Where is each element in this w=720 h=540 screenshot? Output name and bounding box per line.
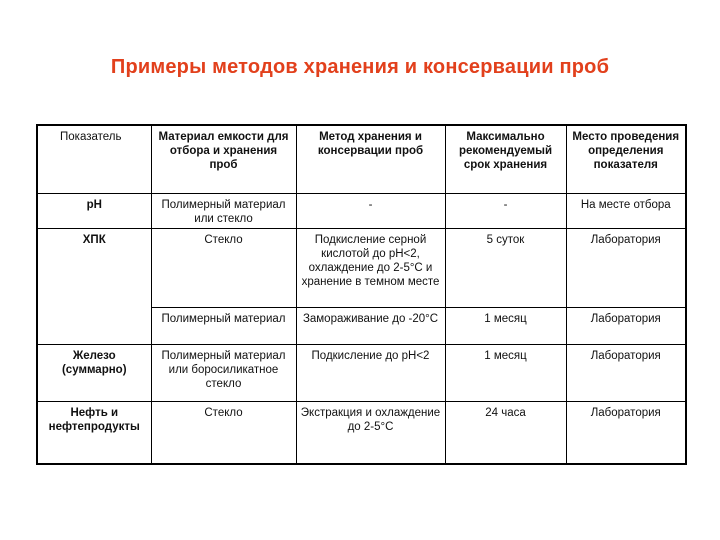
cell-indicator: ХПК — [37, 228, 151, 344]
cell-material: Стекло — [151, 401, 296, 464]
cell-material: Полимерный материал — [151, 307, 296, 344]
cell-term: 5 суток — [445, 228, 566, 307]
cell-indicator: Железо (суммарно) — [37, 344, 151, 401]
header-material: Материал емкости для отбора и хранения проб — [151, 125, 296, 193]
cell-term: 1 месяц — [445, 344, 566, 401]
cell-term: 1 месяц — [445, 307, 566, 344]
cell-place: Лаборатория — [566, 307, 686, 344]
cell-place: Лаборатория — [566, 344, 686, 401]
table-row — [37, 344, 686, 401]
cell-term: - — [445, 193, 566, 228]
cell-term: 24 часа — [445, 401, 566, 464]
table-row — [37, 401, 686, 464]
cell-indicator: Нефть и нефтепродукты — [37, 401, 151, 464]
cell-indicator: pH — [37, 193, 151, 228]
table-row — [37, 193, 686, 228]
cell-material: Полимерный материал или стекло — [151, 193, 296, 228]
slide-title: Примеры методов хранения и консервации проб — [110, 56, 610, 78]
header-place: Место проведения определения показателя — [566, 125, 686, 193]
header-indicator: Показатель — [37, 125, 151, 193]
table-row — [37, 228, 686, 307]
cell-method: - — [296, 193, 445, 228]
cell-place: Лаборатория — [566, 401, 686, 464]
cell-place: На месте отбора — [566, 193, 686, 228]
cell-place: Лаборатория — [566, 228, 686, 307]
cell-method: Экстракция и охлаждение до 2-5°C — [296, 401, 445, 464]
cell-method: Подкисление до pH<2 — [296, 344, 445, 401]
cell-material: Полимерный материал или боросиликатное стекло — [151, 344, 296, 401]
storage-methods-table — [36, 124, 687, 465]
header-method: Метод хранения и консервации проб — [296, 125, 445, 193]
table-header-row — [37, 125, 686, 193]
cell-material: Стекло — [151, 228, 296, 307]
header-term: Максимально рекомендуемый срок хранения — [445, 125, 566, 193]
cell-method: Замораживание до -20°C — [296, 307, 445, 344]
cell-method: Подкисление серной кислотой до pH<2, охлаждение до 2-5°C и хранение в темном месте — [296, 228, 445, 307]
